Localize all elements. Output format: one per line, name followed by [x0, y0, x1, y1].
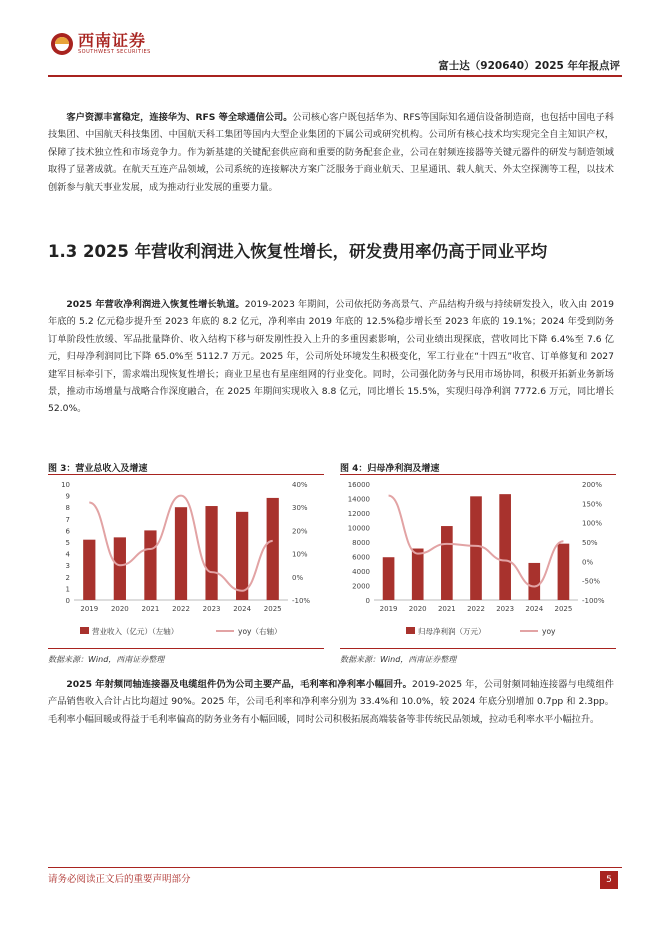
revenue-chart [48, 476, 328, 646]
bar [144, 530, 156, 600]
x-tick-label: 2020 [110, 605, 129, 613]
y-left-tick-label: 10 [61, 481, 70, 489]
logo-text-cn: 西南证券 [78, 31, 147, 50]
x-tick-label: 2022 [467, 605, 485, 613]
y-left-tick-label: 8000 [352, 539, 370, 547]
y-right-tick-label: -10% [292, 597, 311, 605]
bar [114, 537, 126, 600]
y-right-tick-label: 150% [582, 500, 603, 509]
paragraph-products [48, 676, 614, 728]
y-left-tick-label: 3 [65, 562, 70, 571]
figure4-source: 数据来源：Wind，西南证券整理 [340, 655, 457, 664]
y-right-tick-label: -50% [582, 577, 601, 586]
y-left-tick-label: 4000 [352, 568, 370, 576]
legend-line-label: yoy（右轴） [238, 627, 282, 636]
y-right-tick-label: 50% [582, 539, 598, 547]
y-right-tick-label: 0% [292, 573, 304, 582]
x-tick-label: 2024 [525, 605, 544, 613]
y-left-tick-label: 2 [65, 573, 70, 582]
y-left-tick-label: 2000 [352, 582, 370, 591]
bar [236, 512, 248, 600]
y-left-tick-label: 0 [65, 597, 70, 605]
paragraph-body: 2019-2023 年期间，公司依托防务高景气、产品结构升级与持续研发投入，收入由 2019 年底的 5.2 亿元稳步提升至 2023 年底的 8.2 亿元，净利率由 2019 年底的 12.5%稳步增长至 2023 年底的 19.1%；2024 年受到防务订单阶段性放缓、军品批量降价、收入结构下移与研发刚性投入上升的多重因素影响，公司业绩出现探底，营收同比下降 6.4%至 7.6 亿元，归母净利润同比下降 65.0%至 5112.7 万元。2025 年，公司所处环境发生积极变化，军工行业在“十四五”收官、订单修复和 2027 建军目标牵引下，需求端出现恢复性增长；商业卫星也有星座组网的行业变化。同时，公司强化防务与民用市场协同，积极开拓新业务新场景，推动市场增量与战略合作深度融合，在 2025 年期间实现收入 8.8 亿元，同比增长 15.5%，实现归母净利润 7772.6 万元，同比增长 52.0%。 [48, 299, 614, 415]
x-tick-label: 2021 [141, 605, 160, 613]
figure4-title: 图 4：归母净利润及增速 [340, 464, 440, 474]
bar [267, 498, 279, 600]
report-title: 富士达（920640）2025 年年报点评 [438, 60, 620, 72]
x-tick-label: 2019 [80, 605, 99, 613]
y-left-tick-label: 14000 [347, 495, 370, 504]
y-left-tick-label: 1 [65, 585, 70, 594]
x-tick-label: 2025 [554, 605, 573, 613]
legend-bar-swatch [80, 627, 89, 634]
x-tick-label: 2020 [408, 605, 427, 613]
footer-divider [48, 867, 622, 868]
y-left-tick-label: 4 [65, 550, 70, 559]
x-tick-label: 2023 [202, 605, 221, 613]
bar [441, 526, 453, 600]
y-left-tick-label: 9 [65, 492, 70, 501]
footer-disclaimer: 请务必阅读正文后的重要声明部分 [48, 874, 191, 885]
logo-emblem-icon [50, 32, 74, 56]
legend-bar-label: 归母净利润（万元） [418, 627, 486, 636]
bar [470, 496, 482, 600]
figure4-bottom-rule [340, 648, 616, 649]
y-left-tick-label: 10000 [347, 524, 370, 533]
y-left-tick-label: 5 [65, 539, 70, 547]
y-left-tick-label: 6000 [352, 553, 370, 562]
legend-bar-label: 营业收入（亿元）（左轴） [92, 627, 179, 636]
paragraph-revenue [48, 296, 614, 418]
y-left-tick-label: 16000 [347, 481, 370, 489]
bar [499, 494, 511, 600]
figure3-rule [48, 474, 324, 475]
legend-line-label: yoy [542, 627, 556, 636]
paragraph-lead: 2025 年射频同轴连接器及电缆组件仍为公司主要产品，毛利率和净利率小幅回升。 [66, 679, 412, 690]
bar [83, 540, 95, 600]
x-tick-label: 2025 [263, 605, 282, 613]
figure3-title: 图 3：营业总收入及增速 [48, 464, 148, 474]
paragraph-body: 公司核心客户既包括华为、RFS等国际知名通信设备制造商，也包括中国电子科技集团、中国航天科技集团、中国航天科工集团等国内大型企业集团的下属公司或研究机构。公司所有核心技术均实现完全自主知识产权，保障了技术独立性和市场竞争力。作为新基建的关键配套供应商和重要的防务配套企业，公司在射频连接器等关键元器件的研发与制造领域取得了显著成就。在航天互连产品领域，公司系统的连接解决方案广泛服务于商业航天、卫星通讯、载人航天、外太空探测等工程，以技术创新参与航天事业发展，成为推动行业发展的重要力量。 [48, 112, 614, 193]
bar [412, 549, 424, 600]
bar [205, 506, 217, 600]
x-tick-label: 2019 [379, 605, 398, 613]
net-profit-chart [340, 476, 620, 646]
paragraph-customers [48, 109, 614, 196]
y-right-tick-label: 200% [582, 481, 603, 489]
y-right-tick-label: 40% [292, 481, 308, 489]
legend-bar-swatch [406, 627, 415, 634]
bar [558, 544, 570, 600]
y-right-tick-label: -100% [582, 597, 605, 605]
paragraph-lead: 2025 年营收净利润进入恢复性增长轨道。 [66, 299, 245, 310]
x-tick-label: 2024 [233, 605, 252, 613]
y-left-tick-label: 7 [65, 515, 70, 524]
y-left-tick-label: 6 [65, 527, 70, 536]
figure3-source: 数据来源：Wind，西南证券整理 [48, 655, 165, 664]
y-right-tick-label: 10% [292, 550, 308, 559]
section-heading: 1.3 2025 年营收利润进入恢复性增长，研发费用率仍高于同业平均 [48, 242, 548, 261]
bar [175, 507, 187, 600]
paragraph-body: 2019-2025 年，公司射频同轴连接器与电缆组件产品销售收入合计占比均超过 90%。2025 年，公司毛利率和净利率分别为 33.4%和 10.0%，较 2024 年底分别增加 0.7pp 和 2.3pp。毛利率小幅回暖或得益于毛利率偏高的防务业务有小幅回暖，同时公司积极拓展高端装备等非传统民品领域，拉动毛利率水平小幅拉升。 [48, 679, 614, 725]
y-left-tick-label: 12000 [347, 510, 370, 518]
y-right-tick-label: 0% [582, 558, 594, 567]
y-right-tick-label: 100% [582, 519, 603, 528]
header-divider [48, 75, 622, 77]
y-left-tick-label: 0 [365, 597, 370, 605]
company-logo [50, 32, 151, 56]
figure4-rule [340, 474, 616, 475]
y-left-tick-label: 8 [65, 504, 70, 513]
bar [383, 557, 395, 600]
y-right-tick-label: 30% [292, 504, 308, 513]
y-right-tick-label: 20% [292, 527, 308, 536]
x-tick-label: 2022 [172, 605, 190, 613]
figure3-bottom-rule [48, 648, 324, 649]
x-tick-label: 2023 [496, 605, 515, 613]
bar [528, 563, 540, 600]
x-tick-label: 2021 [437, 605, 456, 613]
logo-text-en: SOUTHWEST SECURITIES [78, 49, 151, 55]
page-number: 5 [600, 871, 618, 889]
paragraph-lead: 客户资源丰富稳定，连接华为、RFS 等全球通信公司。 [66, 112, 293, 123]
